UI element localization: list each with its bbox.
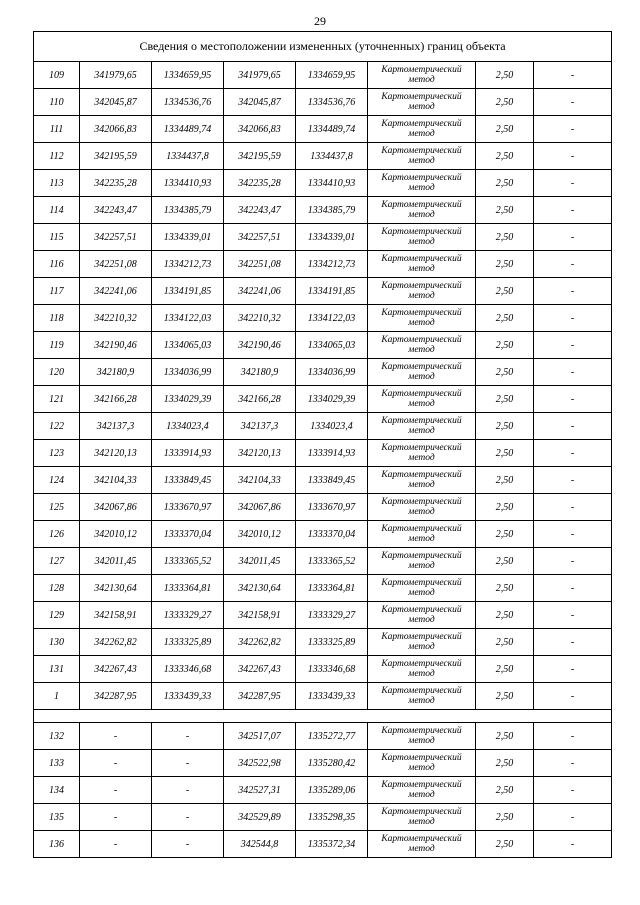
- y-new-cell: 1333849,45: [296, 467, 368, 494]
- method-cell: Картометрический метод: [368, 278, 476, 305]
- method-cell: Картометрический метод: [368, 386, 476, 413]
- method-cell: Картометрический метод: [368, 251, 476, 278]
- method-cell: Картометрический метод: [368, 413, 476, 440]
- point-number-cell: 126: [34, 521, 80, 548]
- table-row: [34, 656, 612, 683]
- y-existing-cell: -: [152, 750, 224, 777]
- table-row: [34, 467, 612, 494]
- y-new-cell: 1335372,34: [296, 831, 368, 858]
- note-cell: -: [534, 332, 612, 359]
- precision-cell: 2,50: [476, 143, 534, 170]
- y-existing-cell: 1334410,93: [152, 170, 224, 197]
- precision-cell: 2,50: [476, 332, 534, 359]
- note-cell: -: [534, 723, 612, 750]
- note-cell: -: [534, 413, 612, 440]
- precision-cell: 2,50: [476, 413, 534, 440]
- method-cell: Картометрический метод: [368, 116, 476, 143]
- y-new-cell: 1334385,79: [296, 197, 368, 224]
- x-new-cell: 342210,32: [224, 305, 296, 332]
- y-existing-cell: 1333346,68: [152, 656, 224, 683]
- x-existing-cell: -: [80, 831, 152, 858]
- x-new-cell: 342527,31: [224, 777, 296, 804]
- y-new-cell: 1334410,93: [296, 170, 368, 197]
- y-existing-cell: 1333364,81: [152, 575, 224, 602]
- point-number-cell: 136: [34, 831, 80, 858]
- caption-row: [34, 32, 612, 62]
- note-cell: -: [534, 656, 612, 683]
- point-number-cell: 109: [34, 62, 80, 89]
- x-new-cell: 342011,45: [224, 548, 296, 575]
- table-row: [34, 629, 612, 656]
- note-cell: -: [534, 440, 612, 467]
- x-existing-cell: 342262,82: [80, 629, 152, 656]
- x-new-cell: 342257,51: [224, 224, 296, 251]
- point-number-cell: 116: [34, 251, 80, 278]
- x-existing-cell: 342210,32: [80, 305, 152, 332]
- point-number-cell: 122: [34, 413, 80, 440]
- table-row: [34, 831, 612, 858]
- precision-cell: 2,50: [476, 197, 534, 224]
- precision-cell: 2,50: [476, 170, 534, 197]
- x-new-cell: 342243,47: [224, 197, 296, 224]
- method-cell: Картометрический метод: [368, 777, 476, 804]
- y-new-cell: 1334191,85: [296, 278, 368, 305]
- table-row: [34, 575, 612, 602]
- note-cell: -: [534, 521, 612, 548]
- x-new-cell: 342529,89: [224, 804, 296, 831]
- method-cell: Картометрический метод: [368, 656, 476, 683]
- precision-cell: 2,50: [476, 359, 534, 386]
- precision-cell: 2,50: [476, 89, 534, 116]
- note-cell: -: [534, 804, 612, 831]
- table-row: [34, 62, 612, 89]
- x-new-cell: 342066,83: [224, 116, 296, 143]
- precision-cell: 2,50: [476, 224, 534, 251]
- method-cell: Картометрический метод: [368, 440, 476, 467]
- method-cell: Картометрический метод: [368, 143, 476, 170]
- x-new-cell: 342241,06: [224, 278, 296, 305]
- y-existing-cell: 1334489,74: [152, 116, 224, 143]
- table-row: [34, 224, 612, 251]
- x-new-cell: 341979,65: [224, 62, 296, 89]
- note-cell: -: [534, 548, 612, 575]
- x-new-cell: 342010,12: [224, 521, 296, 548]
- precision-cell: 2,50: [476, 278, 534, 305]
- y-existing-cell: 1334536,76: [152, 89, 224, 116]
- method-cell: Картометрический метод: [368, 831, 476, 858]
- table-row: [34, 332, 612, 359]
- point-number-cell: 115: [34, 224, 80, 251]
- y-new-cell: 1335298,35: [296, 804, 368, 831]
- note-cell: -: [534, 683, 612, 710]
- table-row: [34, 116, 612, 143]
- note-cell: -: [534, 359, 612, 386]
- table-row: [34, 413, 612, 440]
- point-number-cell: 129: [34, 602, 80, 629]
- x-new-cell: 342287,95: [224, 683, 296, 710]
- precision-cell: 2,50: [476, 683, 534, 710]
- x-existing-cell: 342257,51: [80, 224, 152, 251]
- method-cell: Картометрический метод: [368, 750, 476, 777]
- x-existing-cell: 341979,65: [80, 62, 152, 89]
- note-cell: -: [534, 89, 612, 116]
- x-new-cell: 342104,33: [224, 467, 296, 494]
- y-new-cell: 1333365,52: [296, 548, 368, 575]
- precision-cell: 2,50: [476, 548, 534, 575]
- y-existing-cell: 1333670,97: [152, 494, 224, 521]
- method-cell: Картометрический метод: [368, 359, 476, 386]
- x-new-cell: 342262,82: [224, 629, 296, 656]
- note-cell: -: [534, 305, 612, 332]
- x-existing-cell: 342235,28: [80, 170, 152, 197]
- precision-cell: 2,50: [476, 629, 534, 656]
- x-new-cell: 342195,59: [224, 143, 296, 170]
- table-row: [34, 197, 612, 224]
- spacer-row: [34, 710, 612, 723]
- precision-cell: 2,50: [476, 723, 534, 750]
- method-cell: Картометрический метод: [368, 494, 476, 521]
- y-existing-cell: 1334036,99: [152, 359, 224, 386]
- y-new-cell: 1334065,03: [296, 332, 368, 359]
- y-new-cell: 1333370,04: [296, 521, 368, 548]
- note-cell: -: [534, 629, 612, 656]
- precision-cell: 2,50: [476, 521, 534, 548]
- precision-cell: 2,50: [476, 804, 534, 831]
- y-new-cell: 1333364,81: [296, 575, 368, 602]
- y-existing-cell: 1334029,39: [152, 386, 224, 413]
- table-row: [34, 170, 612, 197]
- x-existing-cell: 342243,47: [80, 197, 152, 224]
- x-existing-cell: 342011,45: [80, 548, 152, 575]
- table-row: [34, 89, 612, 116]
- precision-cell: 2,50: [476, 305, 534, 332]
- y-new-cell: 1333329,27: [296, 602, 368, 629]
- note-cell: -: [534, 251, 612, 278]
- y-existing-cell: 1333365,52: [152, 548, 224, 575]
- point-number-cell: 134: [34, 777, 80, 804]
- precision-cell: 2,50: [476, 656, 534, 683]
- x-existing-cell: 342067,86: [80, 494, 152, 521]
- x-existing-cell: -: [80, 804, 152, 831]
- table-row: [34, 440, 612, 467]
- y-existing-cell: 1334212,73: [152, 251, 224, 278]
- y-new-cell: 1333346,68: [296, 656, 368, 683]
- precision-cell: 2,50: [476, 467, 534, 494]
- method-cell: Картометрический метод: [368, 170, 476, 197]
- precision-cell: 2,50: [476, 831, 534, 858]
- x-existing-cell: 342045,87: [80, 89, 152, 116]
- point-number-cell: 1: [34, 683, 80, 710]
- note-cell: -: [534, 602, 612, 629]
- note-cell: -: [534, 467, 612, 494]
- x-new-cell: 342180,9: [224, 359, 296, 386]
- x-existing-cell: 342104,33: [80, 467, 152, 494]
- point-number-cell: 120: [34, 359, 80, 386]
- x-new-cell: 342130,64: [224, 575, 296, 602]
- y-existing-cell: 1334385,79: [152, 197, 224, 224]
- y-new-cell: 1334339,01: [296, 224, 368, 251]
- y-new-cell: 1334023,4: [296, 413, 368, 440]
- x-new-cell: 342158,91: [224, 602, 296, 629]
- method-cell: Картометрический метод: [368, 629, 476, 656]
- y-existing-cell: 1334191,85: [152, 278, 224, 305]
- y-existing-cell: 1333325,89: [152, 629, 224, 656]
- y-existing-cell: 1333370,04: [152, 521, 224, 548]
- x-existing-cell: -: [80, 723, 152, 750]
- x-new-cell: 342251,08: [224, 251, 296, 278]
- note-cell: -: [534, 575, 612, 602]
- table-row: [34, 548, 612, 575]
- precision-cell: 2,50: [476, 62, 534, 89]
- x-existing-cell: 342066,83: [80, 116, 152, 143]
- x-new-cell: 342137,3: [224, 413, 296, 440]
- point-number-cell: 125: [34, 494, 80, 521]
- x-new-cell: 342544,8: [224, 831, 296, 858]
- method-cell: Картометрический метод: [368, 224, 476, 251]
- precision-cell: 2,50: [476, 386, 534, 413]
- point-number-cell: 121: [34, 386, 80, 413]
- note-cell: -: [534, 777, 612, 804]
- note-cell: -: [534, 831, 612, 858]
- y-new-cell: 1335289,06: [296, 777, 368, 804]
- point-number-cell: 131: [34, 656, 80, 683]
- table-row: [34, 386, 612, 413]
- x-new-cell: 342120,13: [224, 440, 296, 467]
- y-existing-cell: 1333329,27: [152, 602, 224, 629]
- point-number-cell: 135: [34, 804, 80, 831]
- note-cell: -: [534, 143, 612, 170]
- point-number-cell: 127: [34, 548, 80, 575]
- x-new-cell: 342235,28: [224, 170, 296, 197]
- table-row: [34, 804, 612, 831]
- note-cell: -: [534, 116, 612, 143]
- method-cell: Картометрический метод: [368, 62, 476, 89]
- method-cell: Картометрический метод: [368, 305, 476, 332]
- precision-cell: 2,50: [476, 251, 534, 278]
- table-row: [34, 521, 612, 548]
- y-new-cell: 1334122,03: [296, 305, 368, 332]
- y-new-cell: 1334659,95: [296, 62, 368, 89]
- precision-cell: 2,50: [476, 575, 534, 602]
- y-existing-cell: 1333439,33: [152, 683, 224, 710]
- point-number-cell: 111: [34, 116, 80, 143]
- point-number-cell: 130: [34, 629, 80, 656]
- y-existing-cell: 1334023,4: [152, 413, 224, 440]
- y-existing-cell: 1334659,95: [152, 62, 224, 89]
- method-cell: Картометрический метод: [368, 804, 476, 831]
- table-row: [34, 494, 612, 521]
- note-cell: -: [534, 62, 612, 89]
- point-number-cell: 128: [34, 575, 80, 602]
- table-row: [34, 251, 612, 278]
- x-new-cell: 342267,43: [224, 656, 296, 683]
- point-number-cell: 110: [34, 89, 80, 116]
- y-existing-cell: 1334065,03: [152, 332, 224, 359]
- y-existing-cell: -: [152, 777, 224, 804]
- precision-cell: 2,50: [476, 494, 534, 521]
- note-cell: -: [534, 494, 612, 521]
- x-new-cell: 342166,28: [224, 386, 296, 413]
- x-existing-cell: -: [80, 777, 152, 804]
- y-existing-cell: 1333914,93: [152, 440, 224, 467]
- y-existing-cell: 1333849,45: [152, 467, 224, 494]
- y-new-cell: 1334536,76: [296, 89, 368, 116]
- method-cell: Картометрический метод: [368, 723, 476, 750]
- spacer-cell: [34, 710, 612, 723]
- x-existing-cell: 342158,91: [80, 602, 152, 629]
- table-row: [34, 602, 612, 629]
- method-cell: Картометрический метод: [368, 521, 476, 548]
- x-existing-cell: 342195,59: [80, 143, 152, 170]
- point-number-cell: 118: [34, 305, 80, 332]
- method-cell: Картометрический метод: [368, 467, 476, 494]
- point-number-cell: 112: [34, 143, 80, 170]
- table-row: [34, 305, 612, 332]
- precision-cell: 2,50: [476, 750, 534, 777]
- x-existing-cell: 342190,46: [80, 332, 152, 359]
- point-number-cell: 113: [34, 170, 80, 197]
- method-cell: Картометрический метод: [368, 548, 476, 575]
- note-cell: -: [534, 224, 612, 251]
- y-new-cell: 1334437,8: [296, 143, 368, 170]
- y-existing-cell: 1334122,03: [152, 305, 224, 332]
- y-new-cell: 1333670,97: [296, 494, 368, 521]
- point-number-cell: 133: [34, 750, 80, 777]
- x-existing-cell: 342251,08: [80, 251, 152, 278]
- note-cell: -: [534, 197, 612, 224]
- point-number-cell: 123: [34, 440, 80, 467]
- table-row: [34, 278, 612, 305]
- x-new-cell: 342190,46: [224, 332, 296, 359]
- x-new-cell: 342045,87: [224, 89, 296, 116]
- page-number: 29: [314, 14, 326, 28]
- table-row: [34, 683, 612, 710]
- y-existing-cell: -: [152, 804, 224, 831]
- y-new-cell: 1333325,89: [296, 629, 368, 656]
- table-row: [34, 143, 612, 170]
- y-new-cell: 1334029,39: [296, 386, 368, 413]
- point-number-cell: 132: [34, 723, 80, 750]
- x-new-cell: 342517,07: [224, 723, 296, 750]
- method-cell: Картометрический метод: [368, 683, 476, 710]
- point-number-cell: 114: [34, 197, 80, 224]
- x-existing-cell: 342010,12: [80, 521, 152, 548]
- note-cell: -: [534, 278, 612, 305]
- y-existing-cell: 1334437,8: [152, 143, 224, 170]
- y-existing-cell: -: [152, 831, 224, 858]
- x-existing-cell: 342267,43: [80, 656, 152, 683]
- x-existing-cell: 342130,64: [80, 575, 152, 602]
- note-cell: -: [534, 170, 612, 197]
- point-number-cell: 119: [34, 332, 80, 359]
- y-new-cell: 1333439,33: [296, 683, 368, 710]
- table-row: [34, 750, 612, 777]
- y-new-cell: 1334212,73: [296, 251, 368, 278]
- method-cell: Картометрический метод: [368, 332, 476, 359]
- method-cell: Картометрический метод: [368, 575, 476, 602]
- precision-cell: 2,50: [476, 777, 534, 804]
- precision-cell: 2,50: [476, 116, 534, 143]
- table-row: [34, 777, 612, 804]
- method-cell: Картометрический метод: [368, 197, 476, 224]
- y-existing-cell: 1334339,01: [152, 224, 224, 251]
- y-new-cell: 1334489,74: [296, 116, 368, 143]
- note-cell: -: [534, 750, 612, 777]
- y-new-cell: 1334036,99: [296, 359, 368, 386]
- table-row: [34, 723, 612, 750]
- boundary-coordinates-table: [33, 31, 612, 858]
- precision-cell: 2,50: [476, 440, 534, 467]
- y-new-cell: 1333914,93: [296, 440, 368, 467]
- method-cell: Картометрический метод: [368, 89, 476, 116]
- table-caption: Сведения о местоположении измененных (уточненных) границ объекта: [34, 32, 612, 62]
- x-existing-cell: 342287,95: [80, 683, 152, 710]
- x-existing-cell: 342166,28: [80, 386, 152, 413]
- point-number-cell: 117: [34, 278, 80, 305]
- x-existing-cell: 342180,9: [80, 359, 152, 386]
- x-existing-cell: -: [80, 750, 152, 777]
- table-row: [34, 359, 612, 386]
- note-cell: -: [534, 386, 612, 413]
- y-new-cell: 1335272,77: [296, 723, 368, 750]
- point-number-cell: 124: [34, 467, 80, 494]
- precision-cell: 2,50: [476, 602, 534, 629]
- x-existing-cell: 342137,3: [80, 413, 152, 440]
- x-existing-cell: 342241,06: [80, 278, 152, 305]
- x-existing-cell: 342120,13: [80, 440, 152, 467]
- x-new-cell: 342067,86: [224, 494, 296, 521]
- method-cell: Картометрический метод: [368, 602, 476, 629]
- y-new-cell: 1335280,42: [296, 750, 368, 777]
- y-existing-cell: -: [152, 723, 224, 750]
- x-new-cell: 342522,98: [224, 750, 296, 777]
